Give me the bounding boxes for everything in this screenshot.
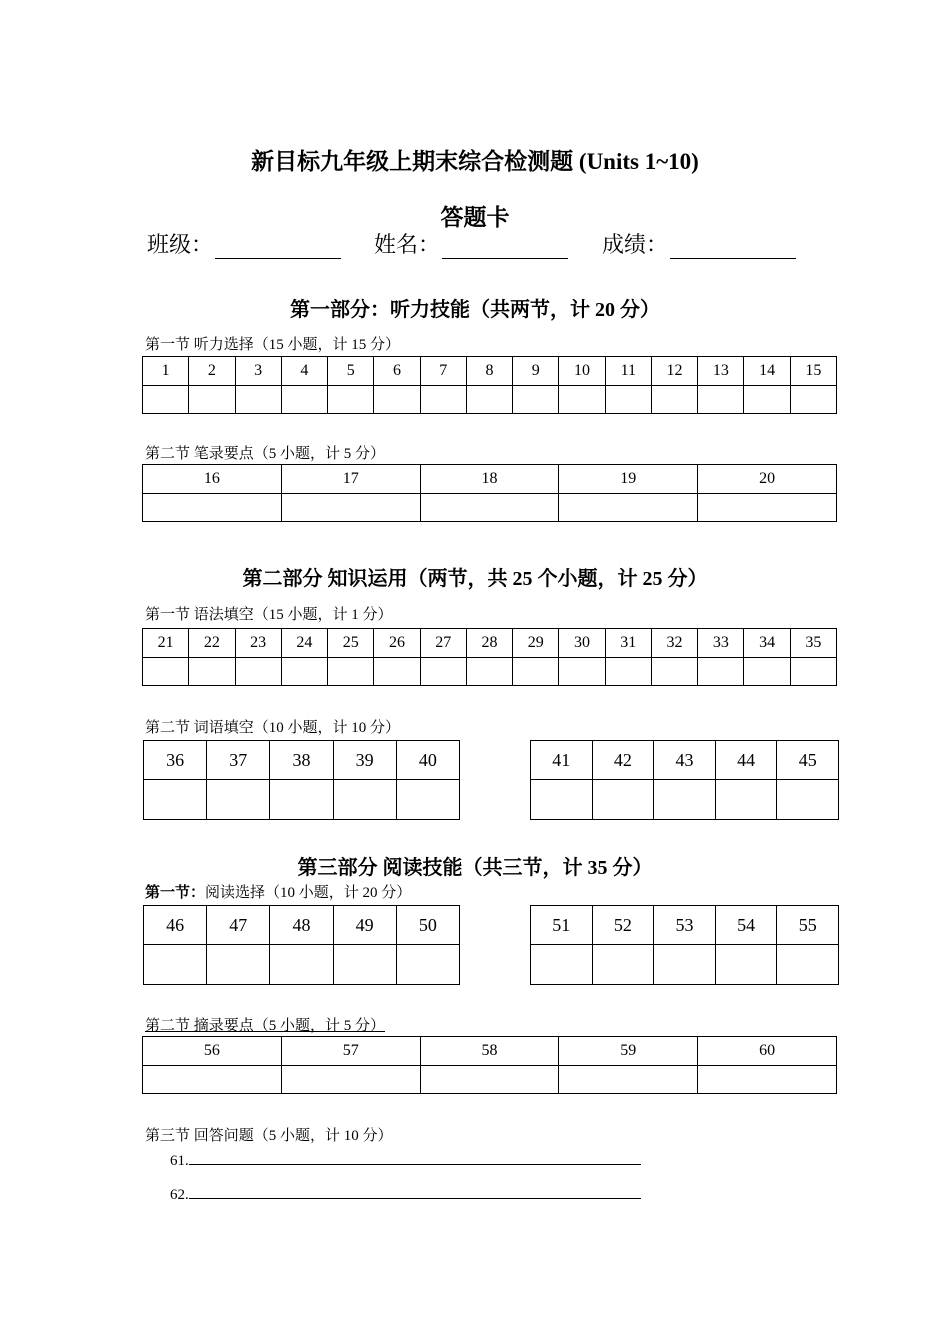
question-number-44: 44 — [715, 741, 777, 780]
question-number-50: 50 — [396, 906, 459, 945]
part1-sec1-label: 第一节 听力选择（15 小题，计 15 分） — [145, 337, 401, 353]
answer-cell-13[interactable] — [698, 386, 744, 414]
answer-cell-50[interactable] — [396, 945, 459, 985]
part2-sec2-grid-right — [530, 740, 839, 820]
answer-cell-4[interactable] — [281, 386, 327, 414]
answer-cell-2[interactable] — [189, 386, 235, 414]
answer-cell-11[interactable] — [605, 386, 651, 414]
question-number-24: 24 — [281, 629, 327, 658]
question-number-32: 32 — [651, 629, 697, 658]
answer-cell-15[interactable] — [790, 386, 836, 414]
answer-cell-1[interactable] — [143, 386, 189, 414]
answer-cell-20[interactable] — [698, 494, 837, 522]
name-field[interactable] — [374, 228, 568, 259]
part3-sec3-label: 第三节 回答问题（5 小题，计 10 分） — [145, 1128, 393, 1144]
question-number-58: 58 — [420, 1037, 559, 1066]
answer-cell-59[interactable] — [559, 1066, 698, 1094]
answer-row — [144, 780, 460, 820]
question-number-14: 14 — [744, 357, 790, 386]
answer-cell-7[interactable] — [420, 386, 466, 414]
answer-row — [531, 780, 839, 820]
answer-cell-55[interactable] — [777, 945, 839, 985]
question-number-8: 8 — [466, 357, 512, 386]
answer-cell-27[interactable] — [420, 658, 466, 686]
part1-sec1-grid — [142, 356, 837, 414]
part3-sec2-grid — [142, 1036, 837, 1094]
question-number-55: 55 — [777, 906, 839, 945]
question-number-11: 11 — [605, 357, 651, 386]
question-number-41: 41 — [531, 741, 593, 780]
question-number-19: 19 — [559, 465, 698, 494]
answer-cell-46[interactable] — [144, 945, 207, 985]
answer-cell-22[interactable] — [189, 658, 235, 686]
question-number-33: 33 — [698, 629, 744, 658]
part2-heading: 第二部分 知识运用（两节，共 25 个小题，计 25 分） — [242, 568, 708, 590]
answer-cell-56[interactable] — [143, 1066, 282, 1094]
question-number-26: 26 — [374, 629, 420, 658]
question-number-30: 30 — [559, 629, 605, 658]
question-number-row — [144, 906, 460, 945]
answer-cell-38[interactable] — [270, 780, 333, 820]
question-number-21: 21 — [143, 629, 189, 658]
answer-cell-48[interactable] — [270, 945, 333, 985]
answer-cell-23[interactable] — [235, 658, 281, 686]
answer-cell-58[interactable] — [420, 1066, 559, 1094]
question-number-5: 5 — [328, 357, 374, 386]
answer-cell-53[interactable] — [654, 945, 716, 985]
answer-cell-6[interactable] — [374, 386, 420, 414]
part1-sec2-grid — [142, 464, 837, 522]
question-number-53: 53 — [654, 906, 716, 945]
answer-cell-42[interactable] — [592, 780, 654, 820]
part2-sec2-grid-left — [143, 740, 460, 820]
class-label: 班级： — [147, 233, 214, 258]
question-number-6: 6 — [374, 357, 420, 386]
answer-cell-10[interactable] — [559, 386, 605, 414]
answer-cell-35[interactable] — [790, 658, 836, 686]
question-number-25: 25 — [328, 629, 374, 658]
question-number-row — [143, 1037, 837, 1066]
question-number-59: 59 — [559, 1037, 698, 1066]
question-number-row — [531, 741, 839, 780]
part3-sec1-grid-left — [143, 905, 460, 985]
question-number-39: 39 — [333, 741, 396, 780]
question-number-57: 57 — [281, 1037, 420, 1066]
class-field[interactable] — [147, 228, 341, 259]
answer-cell-43[interactable] — [654, 780, 716, 820]
answer-row — [144, 945, 460, 985]
part1-sec2-label: 第二节 笔录要点（5 小题，计 5 分） — [145, 446, 386, 462]
answer-cell-17[interactable] — [281, 494, 420, 522]
answer-cell-21[interactable] — [143, 658, 189, 686]
answer-cell-33[interactable] — [698, 658, 744, 686]
question-number-36: 36 — [144, 741, 207, 780]
question-number-60: 60 — [698, 1037, 837, 1066]
question-number-row — [143, 357, 837, 386]
question-number-15: 15 — [790, 357, 836, 386]
question-number-56: 56 — [143, 1037, 282, 1066]
answer-cell-5[interactable] — [328, 386, 374, 414]
answer-cell-60[interactable] — [698, 1066, 837, 1094]
answer-row — [143, 386, 837, 414]
part3-sec1-label-rest: 阅读选择（10 小题，计 20 分） — [205, 885, 412, 901]
answer-cell-47[interactable] — [207, 945, 270, 985]
name-blank[interactable] — [442, 234, 568, 259]
question-number-20: 20 — [698, 465, 837, 494]
question-number-49: 49 — [333, 906, 396, 945]
answer-cell-44[interactable] — [715, 780, 777, 820]
part1-heading: 第一部分：听力技能（共两节，计 20 分） — [290, 299, 660, 321]
answer-cell-19[interactable] — [559, 494, 698, 522]
answer-cell-12[interactable] — [651, 386, 697, 414]
question-number-38: 38 — [270, 741, 333, 780]
question-number-51: 51 — [531, 906, 593, 945]
part2-sec1-label: 第一节 语法填空（15 小题，计 1 分） — [145, 607, 393, 623]
part3-sec1-label — [145, 881, 411, 902]
name-label: 姓名： — [374, 233, 441, 258]
part3-sec2-label: 第二节 摘录要点（5 小题，计 5 分） — [145, 1018, 386, 1034]
part3-sec1-grid-right — [530, 905, 839, 985]
question-number-42: 42 — [592, 741, 654, 780]
answer-cell-32[interactable] — [651, 658, 697, 686]
question-number-47: 47 — [207, 906, 270, 945]
question-number-7: 7 — [420, 357, 466, 386]
answer-cell-51[interactable] — [531, 945, 593, 985]
answer-cell-14[interactable] — [744, 386, 790, 414]
answer-blank[interactable] — [189, 1184, 641, 1199]
answer-cell-57[interactable] — [281, 1066, 420, 1094]
question-number-1: 1 — [143, 357, 189, 386]
answer-cell-36[interactable] — [144, 780, 207, 820]
question-number-52: 52 — [592, 906, 654, 945]
part2-sec1-grid — [142, 628, 837, 686]
question-number-16: 16 — [143, 465, 282, 494]
answer-cell-37[interactable] — [207, 780, 270, 820]
question-number-12: 12 — [651, 357, 697, 386]
question-number-46: 46 — [144, 906, 207, 945]
question-number-2: 2 — [189, 357, 235, 386]
answer-cell-40[interactable] — [396, 780, 459, 820]
answer-cell-3[interactable] — [235, 386, 281, 414]
answer-cell-31[interactable] — [605, 658, 651, 686]
score-label: 成绩： — [602, 233, 669, 258]
question-number-34: 34 — [744, 629, 790, 658]
question-number-28: 28 — [466, 629, 512, 658]
score-field[interactable] — [602, 228, 796, 259]
answer-cell-45[interactable] — [777, 780, 839, 820]
question-number-37: 37 — [207, 741, 270, 780]
class-blank[interactable] — [215, 234, 341, 259]
answer-number: 62. — [170, 1187, 189, 1203]
answer-line-61[interactable] — [170, 1150, 641, 1170]
answer-cell-8[interactable] — [466, 386, 512, 414]
question-number-48: 48 — [270, 906, 333, 945]
question-number-43: 43 — [654, 741, 716, 780]
answer-cell-9[interactable] — [513, 386, 559, 414]
answer-cell-41[interactable] — [531, 780, 593, 820]
answer-cell-25[interactable] — [328, 658, 374, 686]
question-number-54: 54 — [715, 906, 777, 945]
answer-line-62[interactable] — [170, 1184, 641, 1204]
question-number-23: 23 — [235, 629, 281, 658]
question-number-3: 3 — [235, 357, 281, 386]
question-number-row — [143, 465, 837, 494]
answer-cell-52[interactable] — [592, 945, 654, 985]
answer-cell-24[interactable] — [281, 658, 327, 686]
answer-cell-30[interactable] — [559, 658, 605, 686]
part2-sec2-label: 第二节 词语填空（10 小题，计 10 分） — [145, 720, 401, 736]
question-number-40: 40 — [396, 741, 459, 780]
question-number-17: 17 — [281, 465, 420, 494]
part3-sec1-label-bold: 第一节： — [145, 885, 206, 901]
question-number-10: 10 — [559, 357, 605, 386]
answer-cell-29[interactable] — [513, 658, 559, 686]
question-number-45: 45 — [777, 741, 839, 780]
answer-cell-26[interactable] — [374, 658, 420, 686]
answer-cell-34[interactable] — [744, 658, 790, 686]
question-number-13: 13 — [698, 357, 744, 386]
question-number-27: 27 — [420, 629, 466, 658]
answer-cell-49[interactable] — [333, 945, 396, 985]
exam-title: 新目标九年级上期末综合检测题 (Units 1~10) — [251, 149, 699, 174]
question-number-9: 9 — [513, 357, 559, 386]
answer-cell-28[interactable] — [466, 658, 512, 686]
answer-row — [143, 494, 837, 522]
question-number-4: 4 — [281, 357, 327, 386]
answer-cell-18[interactable] — [420, 494, 559, 522]
answer-row — [531, 945, 839, 985]
question-number-row — [531, 906, 839, 945]
question-number-22: 22 — [189, 629, 235, 658]
answer-sheet-title: 答题卡 — [440, 205, 510, 230]
question-number-29: 29 — [513, 629, 559, 658]
answer-blank[interactable] — [189, 1150, 641, 1165]
answer-cell-54[interactable] — [715, 945, 777, 985]
answer-cell-16[interactable] — [143, 494, 282, 522]
question-number-31: 31 — [605, 629, 651, 658]
answer-number: 61. — [170, 1153, 189, 1169]
answer-cell-39[interactable] — [333, 780, 396, 820]
question-number-35: 35 — [790, 629, 836, 658]
question-number-18: 18 — [420, 465, 559, 494]
question-number-row — [143, 629, 837, 658]
answer-row — [143, 1066, 837, 1094]
part3-heading: 第三部分 阅读技能（共三节，计 35 分） — [297, 857, 653, 879]
score-blank[interactable] — [670, 234, 796, 259]
question-number-row — [144, 741, 460, 780]
answer-row — [143, 658, 837, 686]
